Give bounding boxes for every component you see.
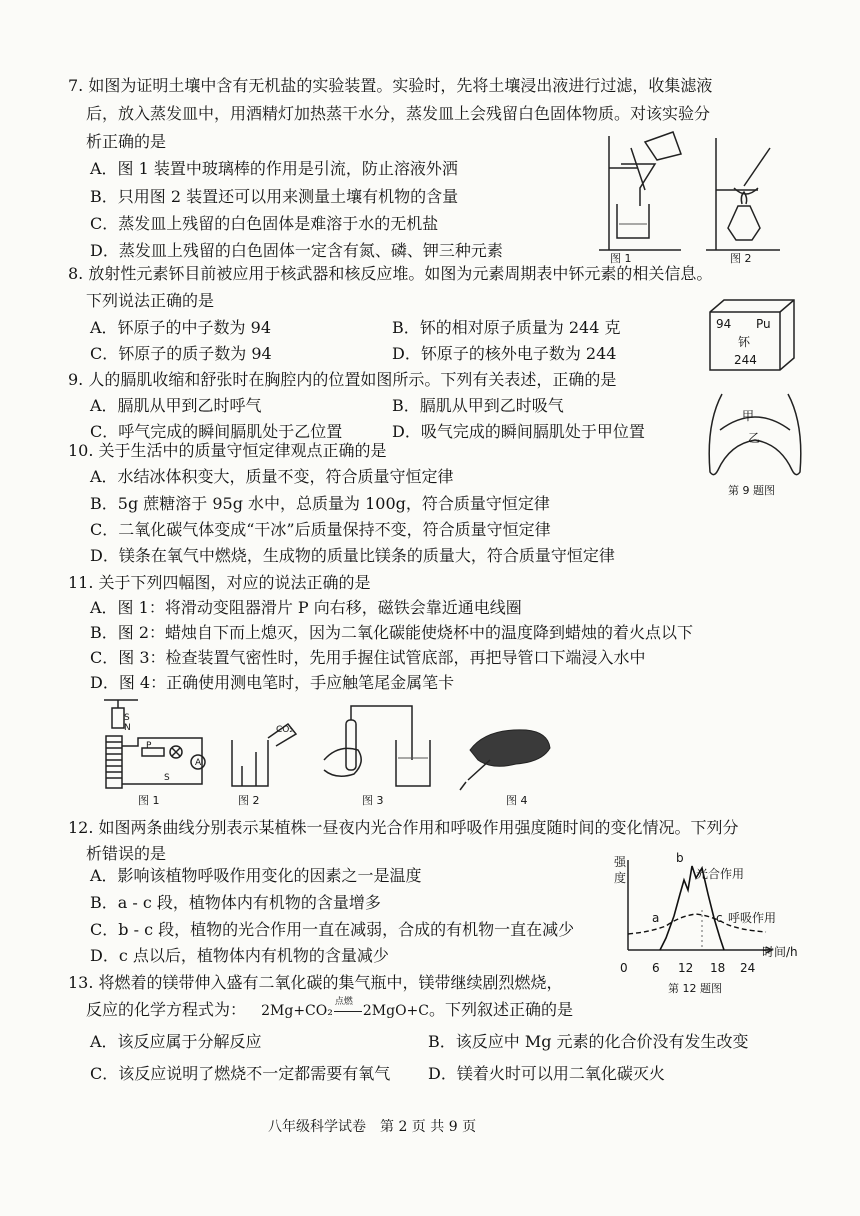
- q11-fig2-label: 图 2: [238, 794, 260, 807]
- q11-fig1-circuit: [98, 698, 218, 794]
- q12-caption: 第 12 题图: [668, 982, 722, 995]
- q8-atomic-number: 94: [716, 317, 732, 331]
- q8-element-name: 钚: [738, 335, 751, 349]
- q7-option-d: D．蒸发皿上残留的白色固体一定含有氮、磷、钾三种元素: [90, 241, 503, 260]
- q13-option-d: D．镁着火时可以用二氧化碳灭火: [428, 1064, 665, 1083]
- q13-option-a: A．该反应属于分解反应: [90, 1032, 262, 1051]
- q12-ylabel-1: 强: [614, 855, 627, 869]
- q7-fig1-label: 图 1: [610, 252, 632, 265]
- q11-fig1-ammeter: A: [195, 758, 202, 768]
- q7-evaporation-figure: [700, 128, 790, 256]
- q12-xlabel: 时间/h: [762, 945, 798, 959]
- q11-option-c: C．图 3：检查装置气密性时，先用手握住试管底部，再把导管口下端浸入水中: [90, 648, 646, 667]
- q12-tick-6: 6: [652, 961, 660, 975]
- q11-fig1-n-pole: N: [124, 723, 131, 733]
- q9-option-c: C．呼气完成的瞬间膈肌处于乙位置: [90, 422, 343, 441]
- q12-point-b: b: [676, 851, 684, 865]
- q9-option-a: A．膈肌从甲到乙时呼气: [90, 396, 262, 415]
- q12-option-c: C．b - c 段，植物的光合作用一直在减弱，合成的有机物一直在减少: [90, 920, 575, 939]
- q12-tick-0: 0: [620, 961, 628, 975]
- q11-fig4-test-pen: [456, 720, 556, 792]
- q11-option-a: A．图 1：将滑动变阻器滑片 P 向右移，磁铁会靠近通电线圈: [90, 598, 522, 617]
- q12-tick-24: 24: [740, 961, 756, 975]
- q9-option-b: B．膈肌从甲到乙时吸气: [392, 396, 564, 415]
- q9-label-yi: 乙: [748, 431, 761, 445]
- q8-element-symbol: Pu: [756, 317, 771, 331]
- q9-caption: 第 9 题图: [728, 484, 775, 497]
- q7-stem-line-1: 7. 如图为证明土壤中含有无机盐的实验装置。实验时，先将土壤浸出液进行过滤，收集滤液: [68, 76, 713, 95]
- q13-equation: [261, 997, 429, 1021]
- q8-stem-line-1: 8. 放射性元素钚目前被应用于核武器和核反应堆。如图为元素周期表中钚元素的相关信息。: [68, 264, 713, 283]
- q9-option-d: D．吸气完成的瞬间膈肌处于甲位置: [392, 422, 645, 441]
- q10-option-b: B．5g 蔗糖溶于 95g 水中，总质量为 100g，符合质量守恒定律: [90, 494, 550, 513]
- q11-fig2-co2: CO₂: [276, 725, 293, 735]
- q12-stem-line-1: 12. 如图两条曲线分别表示某植株一昼夜内光合作用和呼吸作用强度随时间的变化情况。下列分: [68, 818, 739, 837]
- q13-equation-arrow: [333, 997, 363, 1021]
- q12-point-c: c: [716, 911, 723, 925]
- q10-option-c: C．二氧化碳气体变成“干冰”后质量保持不变，符合质量守恒定律: [90, 520, 551, 539]
- q10-stem: 10. 关于生活中的质量守恒定律观点正确的是: [68, 441, 387, 460]
- q13-stem-end: 。下列叙述正确的是: [428, 1000, 573, 1019]
- q13-option-c: C．该反应说明了燃烧不一定都需要有氧气: [90, 1064, 391, 1083]
- q13-stem-intro: 反应的化学方程式为：: [86, 1000, 247, 1019]
- q12-option-a: A．影响该植物呼吸作用变化的因素之一是温度: [90, 866, 422, 885]
- q12-tick-12: 12: [678, 961, 694, 975]
- q8-option-a: A．钚原子的中子数为 94: [90, 318, 272, 337]
- q12-stem-line-2: 析错误的是: [86, 844, 167, 863]
- q7-stem-line-2: 后，放入蒸发皿中，用酒精灯加热蒸干水分，蒸发皿上会残留白色固体物质。对该实验分: [86, 104, 711, 123]
- q13-option-b: B．该反应中 Mg 元素的化合价没有发生改变: [428, 1032, 749, 1051]
- q12-option-b: B．a - c 段，植物体内有机物的含量增多: [90, 893, 381, 912]
- q8-option-b: B．钚的相对原子质量为 244 克: [392, 318, 621, 337]
- q10-option-a: A．水结冰体积变大，质量不变，符合质量守恒定律: [90, 467, 454, 486]
- footer-page-number: 第 2 页 共 9 页: [380, 1119, 477, 1135]
- q12-respiration-label: 呼吸作用: [728, 911, 777, 925]
- q8-stem-line-2: 下列说法正确的是: [86, 291, 215, 310]
- q12-ylabel-2: 度: [614, 871, 627, 885]
- q11-fig1-label: 图 1: [138, 794, 160, 807]
- q12-option-d: D．c 点以后，植物体内有机物的含量减少: [90, 946, 389, 965]
- q13-stem-line-2: [86, 997, 573, 1021]
- q9-label-jia: 甲: [742, 409, 755, 423]
- q12-point-a: a: [652, 911, 660, 925]
- q7-option-b: B．只用图 2 装置还可以用来测量土壤有机物的含量: [90, 187, 459, 206]
- q11-fig1-slider-p: P: [146, 741, 152, 751]
- q12-photosynthesis-label: 光合作用: [696, 867, 745, 881]
- q11-fig1-switch: S: [164, 773, 170, 783]
- q10-option-d: D．镁条在氧气中燃烧，生成物的质量比镁条的质量大，符合质量守恒定律: [90, 546, 615, 565]
- q8-option-c: C．钚原子的质子数为 94: [90, 344, 272, 363]
- q7-filtration-figure: [585, 128, 695, 256]
- q13-equation-condition: 点燃: [334, 997, 353, 1007]
- q13-stem-line-1: 13. 将燃着的镁带伸入盛有二氧化碳的集气瓶中，镁带继续剧烈燃烧，: [68, 973, 563, 992]
- q9-stem: 9. 人的膈肌收缩和舒张时在胸腔内的位置如图所示。下列有关表述，正确的是: [68, 370, 617, 389]
- q8-atomic-mass: 244: [734, 353, 757, 367]
- q11-option-d: D．图 4：正确使用测电笔时，手应触笔尾金属笔卡: [90, 673, 455, 692]
- q13-equation-right: 2MgO+C: [362, 1003, 429, 1019]
- q8-option-d: D．钚原子的核外电子数为 244: [392, 344, 617, 363]
- q12-tick-18: 18: [710, 961, 726, 975]
- q11-fig3-airtightness: [318, 700, 438, 792]
- q13-equation-left: 2Mg+CO₂: [261, 1003, 333, 1019]
- q7-option-c: C．蒸发皿上残留的白色固体是难溶于水的无机盐: [90, 214, 439, 233]
- q11-fig4-label: 图 4: [506, 794, 528, 807]
- q11-stem: 11. 关于下列四幅图，对应的说法正确的是: [68, 573, 371, 592]
- q7-option-a: A．图 1 装置中玻璃棒的作用是引流，防止溶液外洒: [90, 159, 458, 178]
- q7-stem-line-3: 析正确的是: [86, 132, 167, 151]
- q11-fig3-label: 图 3: [362, 794, 384, 807]
- q7-fig2-label: 图 2: [730, 252, 752, 265]
- q11-fig1-s-pole: S: [124, 713, 130, 723]
- q11-option-b: B．图 2：蜡烛自下而上熄灭，因为二氧化碳能使烧杯中的温度降到蜡烛的着火点以下: [90, 623, 694, 642]
- footer-subject: 八年级科学试卷: [268, 1119, 366, 1135]
